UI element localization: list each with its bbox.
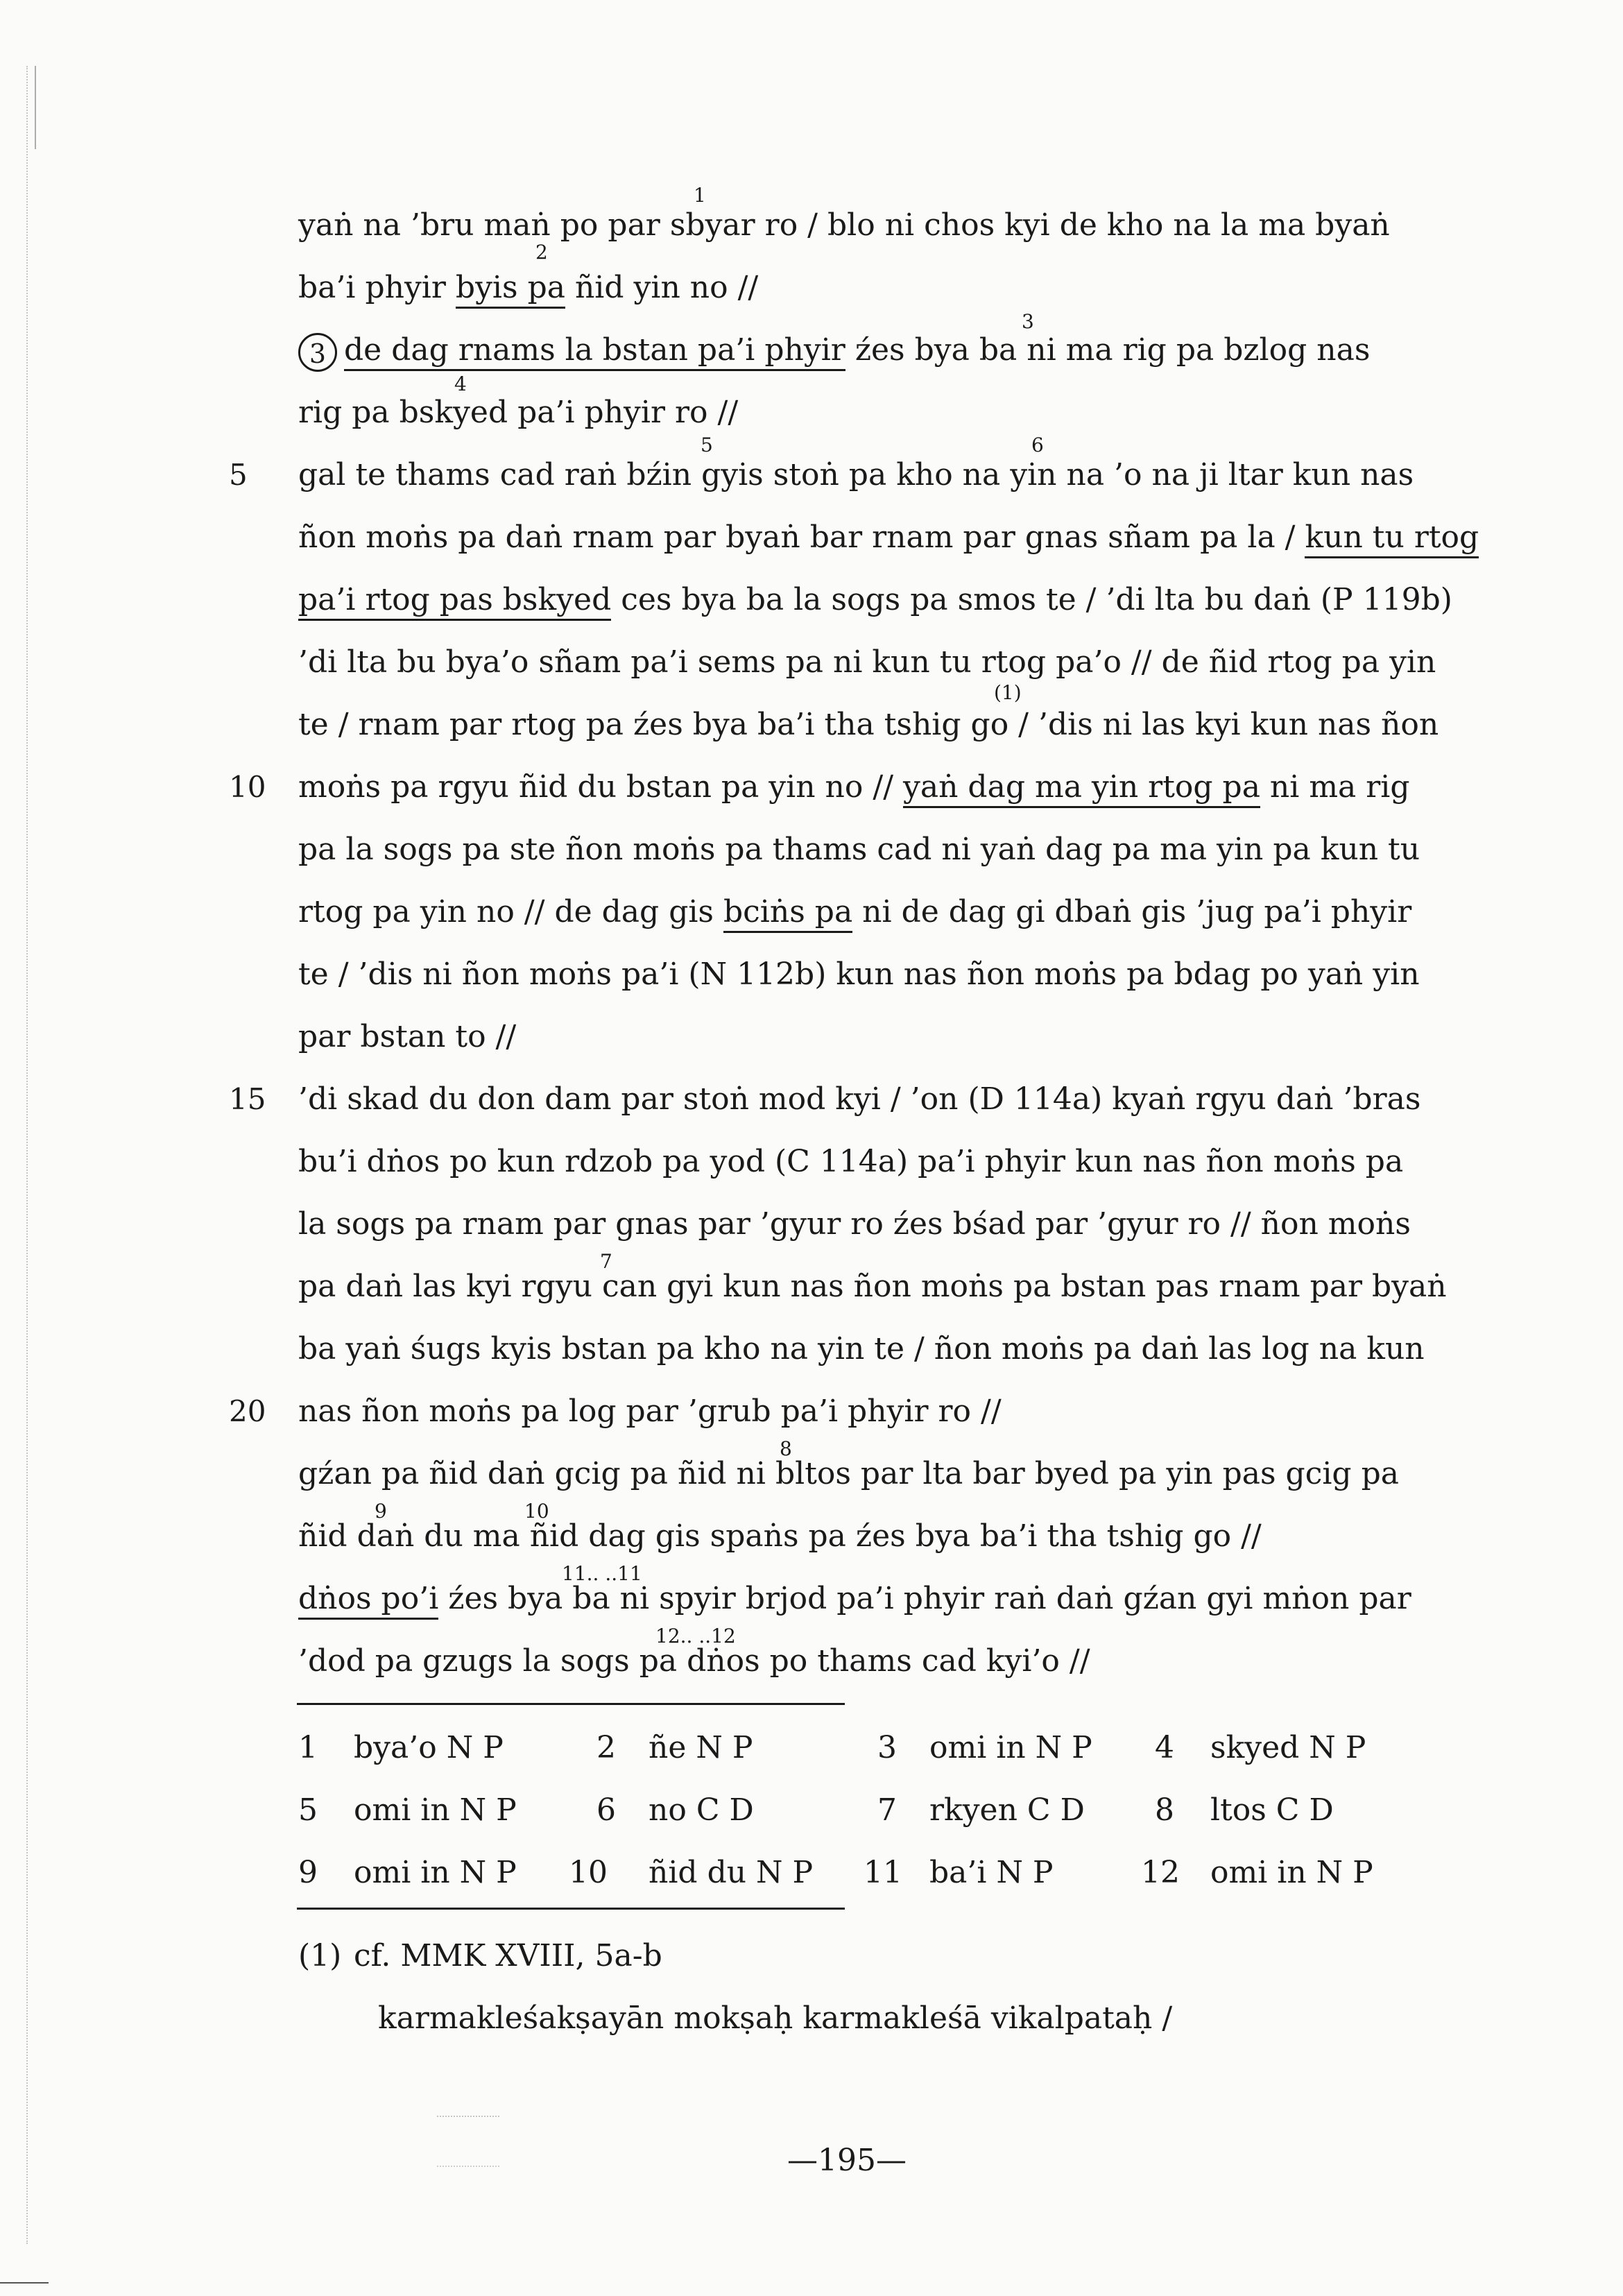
text-line: gal te thams cad raṅ bźin gyis stoṅ pa kho na yin na ’o na ji ltar kun nas xyxy=(298,457,1414,492)
text-line: te / ’dis ni ñon moṅs pa’i (N 112b) kun nas ñon moṅs pa bdag po yaṅ yin xyxy=(298,957,1420,992)
text-line: ’di skad du don dam par stoṅ mod kyi / ’on (D 114a) kyaṅ rgyu daṅ ’bras xyxy=(298,1081,1421,1117)
underlined-term: bciṅs pa xyxy=(723,894,852,933)
variant-entry: 12 omi in N P xyxy=(1141,1855,1373,1890)
variant-entry: 4 skyed N P xyxy=(1155,1730,1366,1765)
variant-entry: 8 ltos C D xyxy=(1155,1792,1334,1828)
footnote xyxy=(298,1935,662,1977)
footnote-sanskrit: karmakleśakṣayān mokṣaḥ karmakleśā vikalpataḥ / xyxy=(378,2001,1173,2036)
line-number: 5 xyxy=(229,458,248,492)
text-line: 3 de dag rnams la bstan pa’i phyir źes bya ba ni ma rig pa bzlog nas xyxy=(298,329,1370,372)
text-line: te / rnam par rtog pa źes bya ba’i tha tshig go / ’dis ni las kyi kun nas ñon xyxy=(298,707,1439,742)
note-marker: 4 xyxy=(454,372,467,395)
text-line: pa la sogs pa ste ñon moṅs pa thams cad ni yaṅ dag pa ma yin pa kun tu xyxy=(298,832,1420,867)
line-number: 10 xyxy=(229,770,266,804)
text-line: ñid daṅ du ma ñid dag gis spaṅs pa źes bya ba’i tha tshig go // xyxy=(298,1518,1262,1554)
note-marker: 1 xyxy=(694,184,706,207)
variant-entry: 5 omi in N P xyxy=(298,1792,517,1828)
text-line: dṅos po’i źes bya ba ni spyir brjod pa’i phyir raṅ daṅ gźan gyi mṅon par xyxy=(298,1578,1411,1620)
note-marker: 6 xyxy=(1031,434,1044,456)
text-line: pa’i rtog pas bskyed ces bya ba la sogs pa smos te / ’di lta bu daṅ (P 119b) xyxy=(298,579,1452,621)
underlined-term: pa’i rtog pas bskyed xyxy=(298,582,611,621)
note-marker: 7 xyxy=(600,1250,612,1273)
note-marker: 12.. ..12 xyxy=(655,1625,736,1647)
divider xyxy=(297,1703,845,1705)
variant-entry: 9 omi in N P xyxy=(298,1855,517,1890)
text-line: gźan pa ñid daṅ gcig pa ñid ni bltos par lta bar byed pa yin pas gcig pa xyxy=(298,1456,1399,1491)
text-line: ba yaṅ śugs kyis bstan pa kho na yin te / ñon moṅs pa daṅ las log na kun xyxy=(298,1331,1425,1367)
text-line: nas ñon moṅs pa log par ’grub pa’i phyir ro // xyxy=(298,1394,1002,1429)
text-line: ñon moṅs pa daṅ rnam par byaṅ bar rnam par gnas sñam pa la / kun tu rtog xyxy=(298,517,1479,558)
variant-entry: 7 rkyen C D xyxy=(877,1792,1085,1828)
footnote-marker: (1) xyxy=(994,681,1022,704)
scan-edge-mark xyxy=(35,66,36,149)
text-line: moṅs pa rgyu ñid du bstan pa yin no // yaṅ dag ma yin rtog pa ni ma rig xyxy=(298,766,1410,808)
scan-corner-mark xyxy=(0,2282,49,2284)
line-number: 20 xyxy=(229,1394,266,1428)
variant-entry: 3 omi in N P xyxy=(877,1730,1092,1765)
variant-entry: 2 ñe N P xyxy=(596,1730,753,1765)
line-number: 15 xyxy=(229,1082,266,1116)
underlined-term: yaṅ dag ma yin rtog pa xyxy=(903,769,1260,808)
note-marker: 11.. ..11 xyxy=(562,1562,642,1585)
note-marker: 3 xyxy=(1022,310,1034,333)
text-line: rig pa bskyed pa’i phyir ro // xyxy=(298,395,739,430)
variant-entry: 11 ba’i N P xyxy=(864,1855,1054,1890)
text-line: la sogs pa rnam par gnas par ’gyur ro źes bśad par ’gyur ro // ñon moṅs xyxy=(298,1206,1411,1242)
variant-entry: 6 no C D xyxy=(596,1792,754,1828)
divider xyxy=(297,1908,845,1910)
text-line: ba’i phyir byis pa ñid yin no // xyxy=(298,267,758,309)
text-line: ’dod pa gzugs la sogs pa dṅos po thams cad kyi’o // xyxy=(298,1643,1090,1679)
text-line: rtog pa yin no // de dag gis bciṅs pa ni de dag gi dbaṅ gis ’jug pa’i phyir xyxy=(298,891,1411,933)
variant-entry: 1 bya’o N P xyxy=(298,1730,504,1765)
note-marker: 9 xyxy=(375,1500,387,1523)
underlined-term: de dag rnams la bstan pa’i phyir xyxy=(344,332,845,371)
text-line: pa daṅ las kyi rgyu can gyi kun nas ñon moṅs pa bstan pas rnam par byaṅ xyxy=(298,1269,1447,1304)
note-marker: 5 xyxy=(701,434,713,456)
variant-entry: 10 ñid du N P xyxy=(569,1855,814,1890)
page-number: —195— xyxy=(787,2143,907,2178)
note-marker: 10 xyxy=(524,1500,549,1523)
scan-smudge xyxy=(437,2116,499,2167)
note-marker: 2 xyxy=(535,241,548,264)
text-line: bu’i dṅos po kun rdzob pa yod (C 114a) pa’i phyir kun nas ñon moṅs pa xyxy=(298,1144,1404,1179)
text-line: par bstan to // xyxy=(298,1019,517,1054)
note-marker: 8 xyxy=(780,1437,792,1460)
underlined-term: dṅos po’i xyxy=(298,1581,438,1620)
text-line: ’di lta bu bya’o sñam pa’i sems pa ni kun tu rtog pa’o // de ñid rtog pa yin xyxy=(298,644,1436,680)
footnote-mark: (1) xyxy=(298,1938,342,1973)
footnote-reference: cf. MMK XVIII, 5a-b xyxy=(354,1938,662,1973)
underlined-term: byis pa xyxy=(456,270,565,309)
circled-number: 3 xyxy=(298,333,337,372)
text-line: yaṅ na ’bru maṅ po par sbyar ro / blo ni chos kyi de kho na la ma byaṅ xyxy=(298,207,1390,243)
underlined-term: kun tu rtog xyxy=(1305,520,1479,558)
scan-edge xyxy=(26,66,32,2244)
